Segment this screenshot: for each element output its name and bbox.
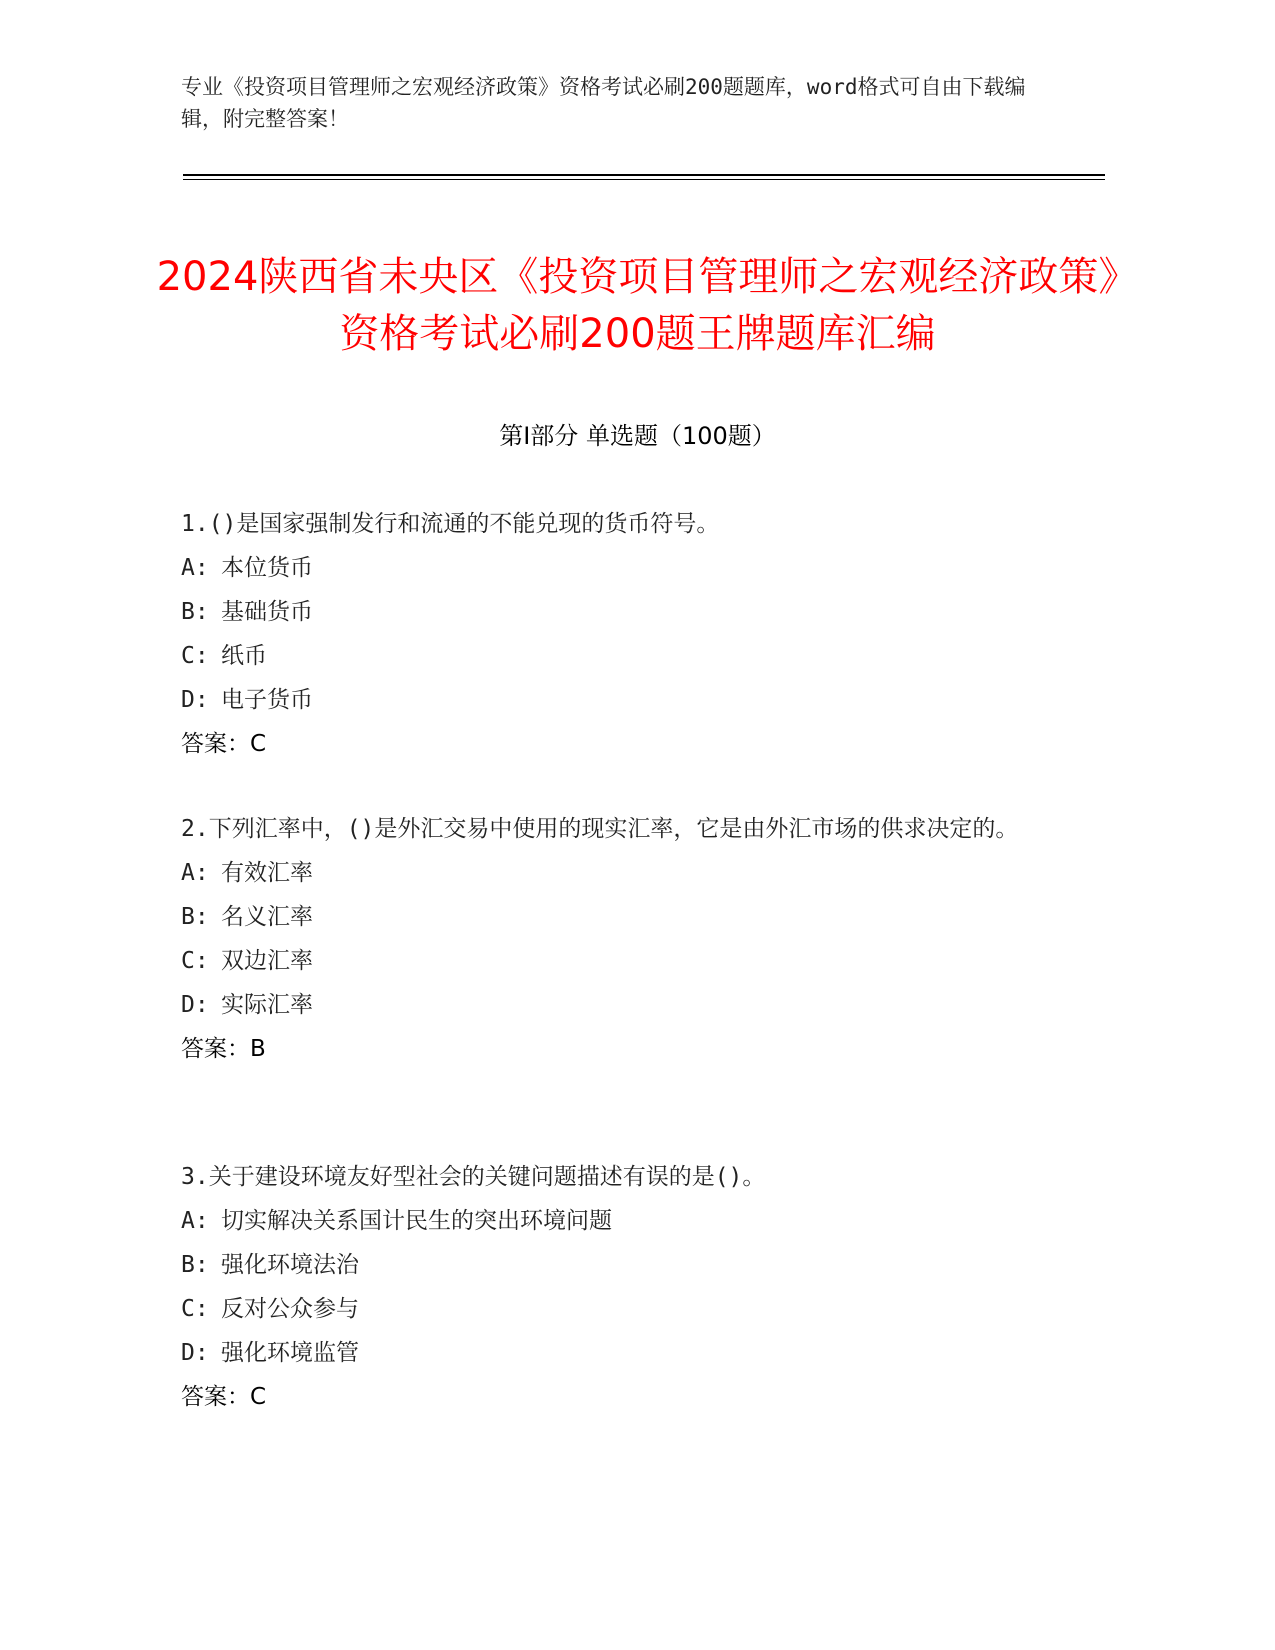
option-a <box>181 851 1041 895</box>
option-b <box>181 590 1041 634</box>
option-text: 有效汇率 <box>221 860 313 886</box>
option-d <box>181 1331 1041 1375</box>
option-text: 强化环境监管 <box>221 1340 359 1366</box>
question-1 <box>181 502 1041 766</box>
option-letter: D: <box>181 992 209 1018</box>
header-note: 专业《投资项目管理师之宏观经济政策》资格考试必刷200题题库，word格式可自由下载编辑，附完整答案！ <box>181 75 1026 131</box>
option-text: 纸币 <box>221 643 267 669</box>
option-text: 电子货币 <box>221 687 313 713</box>
option-letter: A: <box>181 555 209 581</box>
option-text: 强化环境法治 <box>221 1252 359 1278</box>
option-letter: C: <box>181 948 209 974</box>
option-c <box>181 939 1041 983</box>
option-letter: B: <box>181 599 209 625</box>
option-d <box>181 983 1041 1027</box>
document-title: 2024陕西省未央区《投资项目管理师之宏观经济政策》资格考试必刷200题王牌题库汇编 <box>156 253 1119 357</box>
answer-line: 答案：B <box>181 1036 266 1062</box>
option-text: 双边汇率 <box>221 948 313 974</box>
answer-line: 答案：C <box>181 731 267 757</box>
option-text: 实际汇率 <box>221 992 313 1018</box>
option-text: 基础货币 <box>221 599 313 625</box>
option-letter: A: <box>181 1208 209 1234</box>
option-a <box>181 1199 1041 1243</box>
option-b <box>181 895 1041 939</box>
option-letter: B: <box>181 1252 209 1278</box>
question-stem: 3.关于建设环境友好型社会的关键问题描述有误的是()。 <box>181 1164 766 1190</box>
option-text: 名义汇率 <box>221 904 313 930</box>
question-stem: 1.()是国家强制发行和流通的不能兑现的货币符号。 <box>181 511 720 537</box>
option-letter: A: <box>181 860 209 886</box>
question-2 <box>181 807 1041 1071</box>
option-letter: B: <box>181 904 209 930</box>
option-d <box>181 678 1041 722</box>
option-c <box>181 1287 1041 1331</box>
header-rule-thin <box>183 179 1105 180</box>
section-title: 第Ⅰ部分 单选题（100题） <box>499 422 776 450</box>
option-letter: C: <box>181 643 209 669</box>
option-c <box>181 634 1041 678</box>
option-letter: D: <box>181 687 209 713</box>
header-rule-thick <box>183 174 1105 176</box>
option-letter: D: <box>181 1340 209 1366</box>
option-text: 切实解决关系国计民生的突出环境问题 <box>221 1208 612 1234</box>
option-text: 本位货币 <box>221 555 313 581</box>
question-stem: 2.下列汇率中，()是外汇交易中使用的现实汇率，它是由外汇市场的供求决定的。 <box>181 816 1019 842</box>
option-letter: C: <box>181 1296 209 1322</box>
option-text: 反对公众参与 <box>221 1296 359 1322</box>
option-b <box>181 1243 1041 1287</box>
option-a <box>181 546 1041 590</box>
question-3 <box>181 1155 1041 1419</box>
answer-line: 答案：C <box>181 1384 267 1410</box>
